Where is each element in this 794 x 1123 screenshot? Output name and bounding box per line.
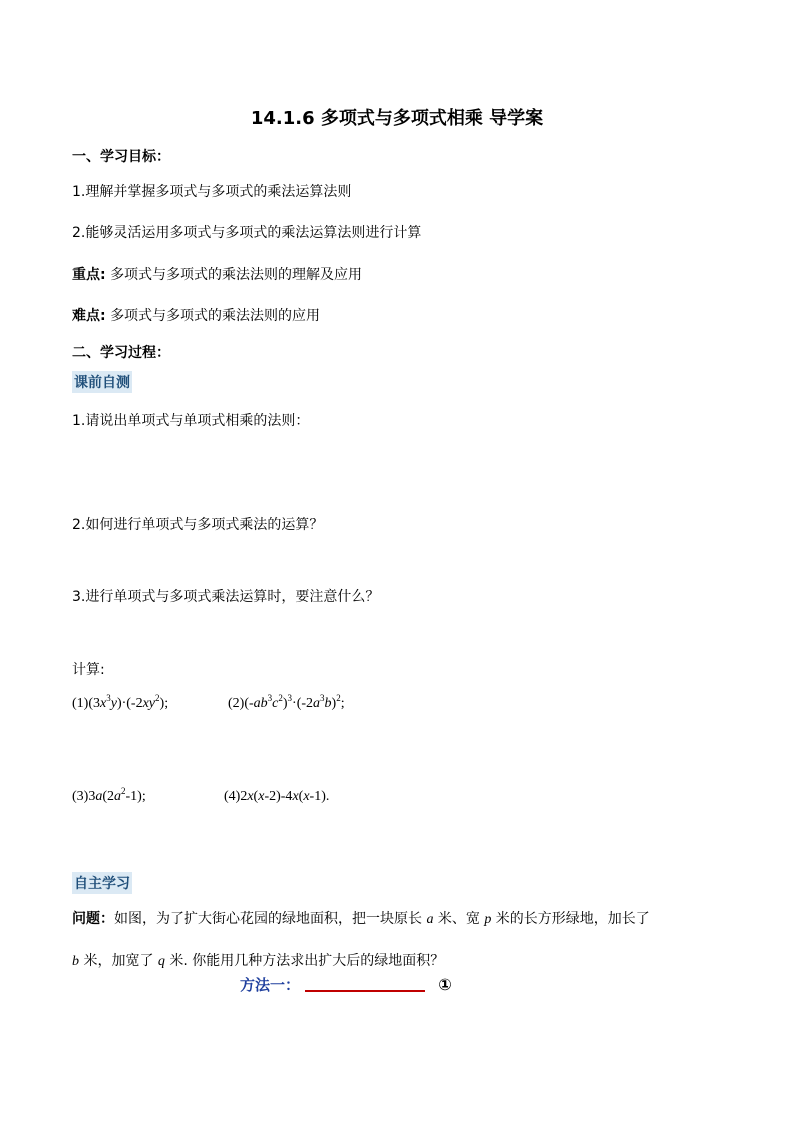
difficulty-point: [72, 305, 320, 325]
exercise-2: $(2)(-ab^3c^2)^3\cdot(-2a^3b)^2$;: [228, 693, 345, 711]
goal-2: 2.能够灵活运用多项式与多项式的乘法运算法则进行计算: [72, 225, 422, 241]
tag-pre-test: 课前自测: [72, 371, 132, 393]
answer-blank[interactable]: [305, 978, 425, 992]
page-title: 14.1.6 多项式与多项式相乘 导学案: [250, 108, 544, 129]
goal-1: 1.理解并掌握多项式与多项式的乘法运算法则: [72, 184, 352, 200]
key-point-label: 重点:: [72, 267, 106, 283]
exercise-1: $(1)(3x^3y)\cdot(-2xy^2)$;: [72, 693, 169, 711]
difficulty-text: 多项式与多项式的乘法法则的应用: [110, 308, 321, 324]
difficulty-label: 难点:: [72, 308, 106, 324]
problem-line-2: b 米，加宽了 q 米. 你能用几种方法求出扩大后的绿地面积？: [72, 953, 445, 969]
question-1: 1.请说出单项式与单项式相乘的法则：: [72, 413, 310, 429]
method-one-label: 方法一：: [240, 976, 301, 994]
key-point: [72, 264, 362, 284]
method-one: [240, 974, 452, 995]
question-2: 2.如何进行单项式与多项式乘法的运算？: [72, 517, 324, 533]
exercise-3: $(3)3a(2a^2-1)$;: [72, 786, 146, 804]
key-point-text: 多项式与多项式的乘法法则的理解及应用: [110, 267, 363, 283]
tag-self-study: 自主学习: [72, 872, 132, 894]
problem-line-1: 问题：如图，为了扩大街心花园的绿地面积，把一块原长 a 米、宽 p 米的长方形绿地，加长了: [72, 911, 650, 927]
question-3: 3.进行单项式与多项式乘法运算时，要注意什么？: [72, 589, 380, 605]
circled-one-mark: ①: [438, 975, 452, 994]
exercise-4: (4)2x(x-2)-4x(x-1).: [224, 789, 330, 804]
section-heading-process: 二、学习过程：: [72, 345, 170, 361]
problem-label: 问题：: [72, 911, 114, 927]
section-heading-goals: 一、学习目标：: [72, 149, 170, 165]
calc-label: 计算:: [72, 662, 105, 678]
